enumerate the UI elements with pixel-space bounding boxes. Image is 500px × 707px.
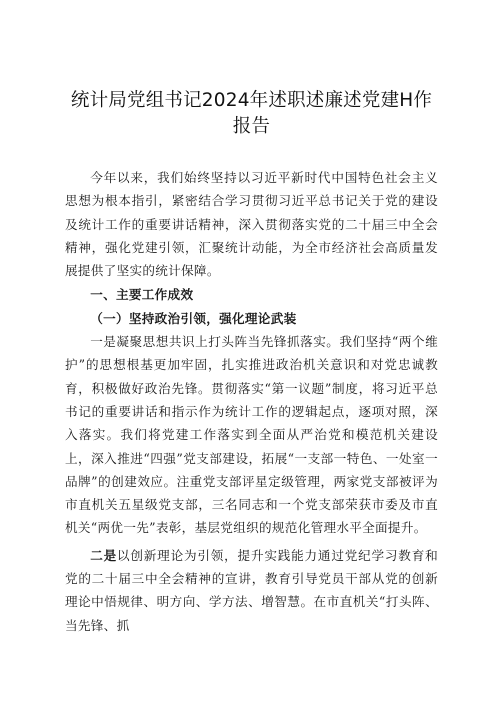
document-title: 统计局党组书记2024年述职述廉述党建H作报告 [70, 90, 433, 137]
paragraph-lead: 二是 [90, 547, 117, 563]
intro-paragraph: 今年以来，我们始终坚持以习近平新时代中国特色社会主义思想为根本指引，紧密结合学习贯彻习近平总书记关于党的建设及统计工作的重要讲话精神，深入贯彻落实党的二十届三中全会精神，强化党建引领，汇聚统计动能，为全市经济社会高质量发展提供了坚实的统计保障。 [65, 170, 438, 279]
paragraph-text: 以创新理论为引领，提升实践能力通过党纪学习教育和党的二十届三中全会精神的宣讲，教育引导党员干部从党的创新理论中悟规律、明方向、学方法、增智慧。在市直机关“打头阵、当先锋、抓 [65, 547, 438, 633]
body-paragraph-2 [65, 544, 438, 637]
body-paragraph-1: 一是凝聚思想共识上打头阵当先锋抓落实。我们坚持“两个维护”的思想根基更加牢固，扎实推进政治机关意识和对党忠诚教育，积极做好政治先锋。贯彻落实“第一议题”制度，将习近平总书记的重要讲话和指示作为统计工作的逻辑起点，逐项对照，深入落实。我们将党建工作落实到全面从严治党和模范机关建设上，深入推进“四强”党支部建设，拓展“一支部一特色、一处室一品牌”的创建效应。注重党支部评星定级管理，两家党支部被评为市直机关五星级党支部，三名同志和一个党支部荣获市委及市直机关“两优一先”表彰，基层党组织的规范化管理水平全面提升。 [65, 334, 438, 536]
section-heading: 一、主要工作成效 [90, 287, 194, 303]
subsection-heading: （一）坚持政治引领，强化理论武装 [90, 310, 297, 326]
document-body [65, 166, 438, 637]
